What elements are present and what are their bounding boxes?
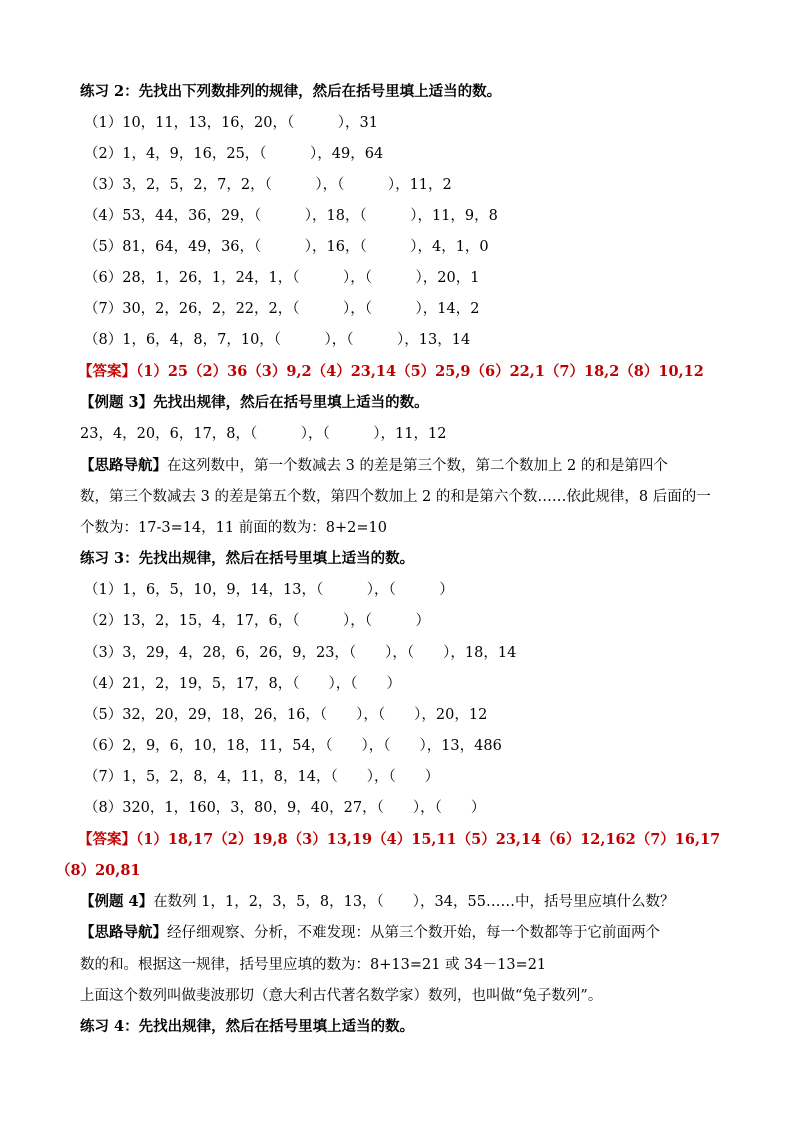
example-3-title: 【例题 3】先找出规律，然后在括号里填上适当的数。 xyxy=(80,394,429,411)
exercise-3-item-1: （1）1，6，5，10，9，14，13，（ ），（ ） xyxy=(84,582,454,598)
example-3-hint-line-2: 数，第三个数减去 3 的差是第五个数，第四个数加上 2 的和是第六个数……依此规律，8 后面的一 xyxy=(80,489,711,505)
answer-text: （1）18,17（2）19,8（3）13,19（4）15,11（5）23,14（6）12,162（7）16,17 xyxy=(136,831,721,848)
exercise-2-item-5: （5）81，64，49，36，（ ），16，（ ），4，1，0 xyxy=(84,239,489,255)
exercise-3-item-4: （4）21，2，19，5，17，8，（ ），（ ） xyxy=(84,676,402,692)
exercise-3-title: 练习 3：先找出规律，然后在括号里填上适当的数。 xyxy=(80,550,415,567)
example-4-hint-line-2: 数的和。根据这一规律，括号里应填的数为：8+13=21 或 34－13=21 xyxy=(80,957,547,973)
hint-label: 【思路导航】 xyxy=(80,924,167,941)
example-3-sequence: 23，4，20，6，17，8，（ ），（ ），11，12 xyxy=(80,426,447,442)
example-3-hint-line-1 xyxy=(80,456,668,476)
exercise-3-item-7: （7）1，5，2，8，4，11，8，14，（ ），（ ） xyxy=(84,769,440,785)
answer-text: （1）25（2）36（3）9,2（4）23,14（5）25,9（6）22,1（7）18,2（8）10,12 xyxy=(136,363,704,380)
exercise-2-answer xyxy=(78,362,704,382)
exercise-2-title: 练习 2：先找出下列数排列的规律，然后在括号里填上适当的数。 xyxy=(80,83,502,100)
example-4-title xyxy=(80,892,674,912)
exercise-3-answer-line-2: （8）20,81 xyxy=(56,862,141,879)
answer-label: 【答案】 xyxy=(78,831,136,848)
hint-label: 【思路导航】 xyxy=(80,457,167,474)
exercise-3-item-5: （5）32，20，29，18，26，16，（ ），（ ），20，12 xyxy=(84,707,488,723)
example-4-label: 【例题 4】 xyxy=(80,893,154,910)
exercise-4-title: 练习 4：先找出规律，然后在括号里填上适当的数。 xyxy=(80,1018,415,1035)
hint-text: 经仔细观察、分析，不难发现：从第三个数开始，每一个数都等于它前面两个 xyxy=(167,925,660,941)
exercise-3-item-8: （8）320，1，160，3，80，9，40，27，（ ），（ ） xyxy=(84,800,486,816)
exercise-2-item-7: （7）30，2，26，2，22，2，（ ），（ ），14，2 xyxy=(84,301,480,317)
example-4-question: 在数列 1，1，2，3，5，8，13，（ ），34，55……中，括号里应填什么数？ xyxy=(153,894,675,910)
answer-label: 【答案】 xyxy=(78,363,136,380)
exercise-2-item-3: （3）3，2，5，2，7，2，（ ），（ ），11，2 xyxy=(84,177,452,193)
example-4-note: 上面这个数列叫做斐波那切（意大利古代著名数学家）数列，也叫做“兔子数列”。 xyxy=(80,988,603,1004)
exercise-2-item-6: （6）28，1，26，1，24，1，（ ），（ ），20，1 xyxy=(84,270,480,286)
example-3-hint-line-3: 个数为：17-3=14，11 前面的数为：8+2=10 xyxy=(80,520,387,536)
exercise-2-item-2: （2）1，4，9，16，25，（ ），49，64 xyxy=(84,146,384,162)
exercise-2-item-4: （4）53，44，36，29，（ ），18，（ ），11，9，8 xyxy=(84,208,498,224)
exercise-3-answer xyxy=(78,830,720,850)
hint-text: 在这列数中，第一个数减去 3 的差是第三个数，第二个数加上 2 的和是第四个 xyxy=(167,458,668,474)
exercise-3-item-3: （3）3，29，4，28，6，26，9，23，（ ），（ ），18，14 xyxy=(84,645,517,661)
example-4-hint-line-1 xyxy=(80,923,660,943)
exercise-3-item-6: （6）2，9，6，10，18，11，54，（ ），（ ），13，486 xyxy=(84,738,502,754)
exercise-2-item-8: （8）1，6，4，8，7，10，（ ），（ ），13，14 xyxy=(84,332,471,348)
exercise-3-item-2: （2）13，2，15，4，17，6，（ ），（ ） xyxy=(84,613,431,629)
exercise-2-item-1: （1）10，11，13，16，20，（ ），31 xyxy=(84,115,378,131)
